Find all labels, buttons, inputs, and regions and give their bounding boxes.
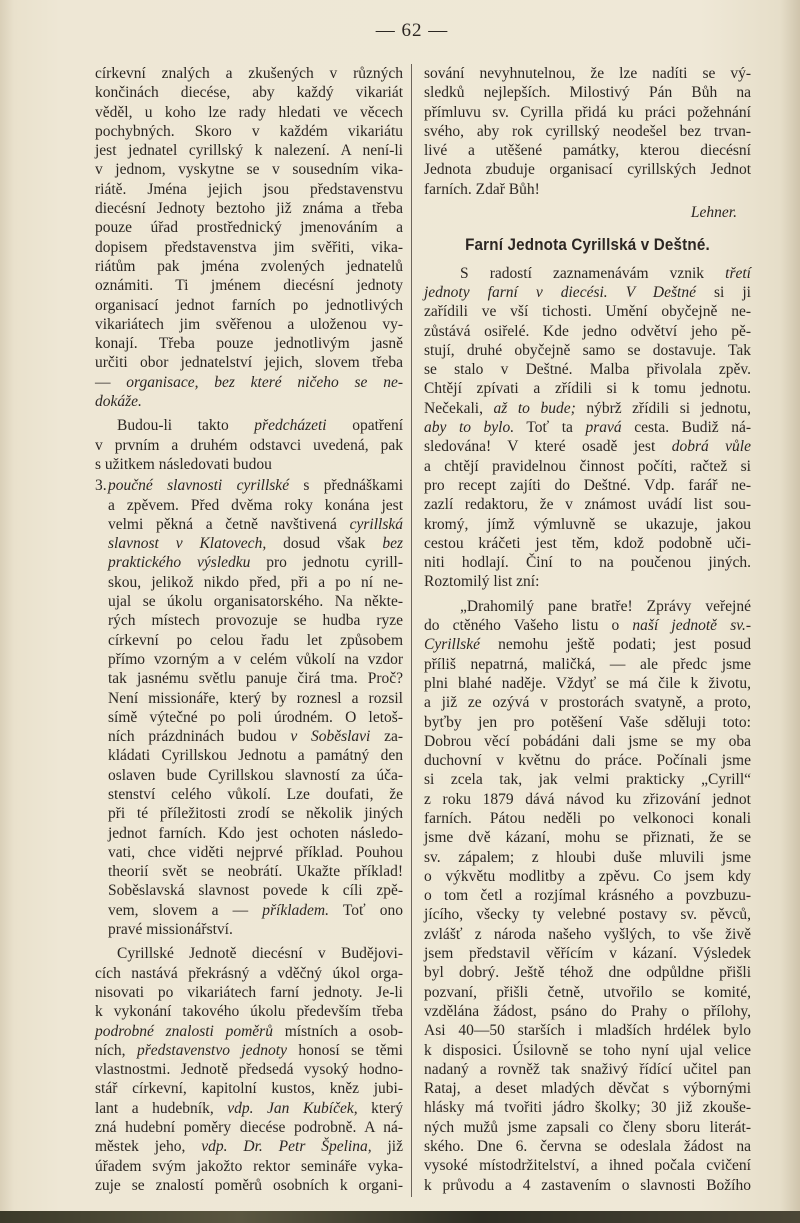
text-segment: Rataj, a deset mladých děvčat s výbornými — [424, 1080, 751, 1098]
italic-text: aby to bylo. — [424, 419, 515, 437]
text-segment: o výkvětu modlitby a zpěvu. Co jsem kdy — [424, 867, 751, 885]
italic-text: dokáže. — [95, 393, 142, 411]
text-line — [437, 236, 738, 255]
text-segment: svého, aby rok cyrillský neodešel bez trvan- — [424, 122, 751, 140]
text-line — [95, 983, 403, 1002]
text-segment: církevní po celou řadu let způsobem — [108, 631, 403, 649]
text-line — [95, 276, 403, 295]
text-segment: dopisem představenstva jim svěřiti, vika- — [95, 238, 403, 256]
text-segment: zná hudební poměry diecése podrobně. A ná- — [95, 1119, 403, 1137]
text-segment: Budou-li takto — [117, 417, 255, 435]
text-segment: a chtějí pravidelnou činnost počíti, račtež si — [424, 457, 751, 475]
text-segment: již — [371, 1138, 403, 1156]
italic-text: až to bude; — [493, 399, 576, 417]
text-segment: nemohu ještě podati; jest posud — [479, 636, 751, 654]
text-line — [95, 257, 403, 276]
text-segment: za- — [370, 728, 403, 746]
text-line — [95, 122, 403, 141]
text-line — [424, 534, 751, 553]
text-line — [424, 437, 751, 456]
text-line — [424, 1098, 751, 1117]
text-segment: velmi pěkná a četně navštivená — [108, 515, 350, 533]
page-number: — 62 — — [375, 20, 449, 41]
text-line — [424, 790, 751, 809]
text-line — [108, 785, 403, 804]
text-segment: s užitkem následovati budou — [95, 455, 272, 473]
list-item-block — [95, 476, 403, 939]
text-line — [95, 1041, 403, 1060]
text-line — [95, 373, 403, 392]
text-segment: konají. Třeba pouze jednotlivým jasně — [95, 335, 403, 353]
text-segment: kromý, jímž výmluvně se ukazuje, jakou — [424, 515, 751, 533]
paragraph-block — [95, 944, 403, 1195]
text-segment: Soběslavská slavnost povede k cíli zpě- — [108, 882, 403, 900]
text-segment: při té příležitosti zrodí se několik jiných — [108, 805, 403, 823]
italic-text: pravá — [585, 419, 622, 437]
text-line — [424, 379, 751, 398]
text-segment: vem, slovem a — — [108, 901, 263, 919]
text-segment: který — [357, 1099, 403, 1117]
text-segment: Dobrou věcí pobádáni dali jsme se my oba — [424, 732, 751, 750]
text-segment: vlastnostmi. Jednotě předsedá vysoký hodno- — [95, 1061, 403, 1079]
text-segment: cích nastává překrásný a vděčný úkol orga- — [95, 964, 403, 982]
text-line — [108, 901, 403, 920]
text-segment: zvlášť z národa našeho vyšlých, to vše živě — [424, 925, 751, 943]
text-line — [108, 824, 403, 843]
text-segment: ních prázdninách budou — [108, 728, 291, 746]
text-line — [424, 515, 751, 534]
text-line — [424, 770, 751, 789]
text-line — [108, 689, 403, 708]
text-segment: skou, jelikož nikdo před, při a po ní ne- — [108, 573, 403, 591]
text-line — [424, 264, 751, 283]
italic-text: organisace, bez které ničeho se ne- — [126, 373, 403, 391]
text-segment: farních. Pátou neděli po velkonoci konali — [424, 809, 751, 827]
text-segment: Toť ono — [329, 901, 403, 919]
text-line — [108, 881, 403, 900]
text-line — [424, 457, 751, 476]
text-segment: vzdělána žádost, psáno do Prahy o přílohy, — [424, 1002, 751, 1020]
left-column — [95, 64, 403, 1195]
text-line — [424, 103, 751, 122]
text-segment: honosí se těmi — [286, 1041, 403, 1059]
text-line — [424, 495, 751, 514]
text-segment: sledků nejlepších. Milostivý Pán Bůh na — [424, 84, 751, 102]
text-segment: theorií svět se neobrátí. Ukažte příklad! — [108, 863, 403, 881]
text-line — [108, 515, 403, 534]
text-line — [424, 203, 737, 222]
text-line — [108, 650, 403, 669]
italic-text: v Soběslavi — [290, 728, 371, 746]
text-line — [424, 122, 751, 141]
text-segment: s přednáškami — [289, 477, 404, 495]
text-line — [424, 1156, 751, 1175]
text-segment: diecésní Jednoty beztoho již známa a třeba — [95, 200, 403, 218]
list-item-number: 3. — [95, 477, 107, 495]
text-line — [108, 553, 403, 572]
text-segment: zařídili ve vší tichosti. Umění obyčejně ne- — [424, 303, 751, 321]
text-line — [424, 572, 751, 591]
text-segment: organisací jednot farních po jednotlivých — [95, 296, 403, 314]
italic-text: představenstvo jednoty — [136, 1041, 287, 1059]
text-segment: vati, chce viděti nejprvé příklad. Pouhou — [108, 843, 403, 861]
text-segment: lant a hudebník, — [95, 1099, 228, 1117]
text-line — [108, 766, 403, 785]
text-line — [424, 399, 751, 418]
text-line — [108, 611, 403, 630]
text-segment: určiti obor jednatelství jejich, slovem třeba — [95, 354, 403, 372]
text-line — [424, 732, 751, 751]
text-line — [95, 1118, 403, 1137]
text-segment: končinách diecése, aby každý vikariát — [95, 84, 403, 102]
text-segment: jsem představil věřícím v kázaní. Výsledek — [424, 945, 751, 963]
text-line — [424, 597, 751, 616]
text-line — [424, 1002, 751, 1021]
text-line — [108, 573, 403, 592]
text-line — [424, 476, 751, 495]
italic-text: Lehner. — [690, 204, 737, 222]
text-line — [424, 886, 751, 905]
scan-edge — [0, 1211, 800, 1223]
text-segment: jícího, všecky ty velebné postavy sv. pěvců, — [424, 906, 751, 924]
text-segment: hlásky má tvořiti jádro školky; 30 již zkouše- — [424, 1099, 751, 1117]
text-line — [95, 353, 403, 372]
italic-text: příkladem. — [262, 901, 329, 919]
text-line — [95, 180, 403, 199]
text-line — [424, 848, 751, 867]
text-segment: livé a utěšené památky, kterou diecésní — [424, 142, 751, 160]
italic-text: slavnost v Klatovech, — [108, 535, 267, 553]
text-line — [108, 631, 403, 650]
text-line — [108, 843, 403, 862]
text-line — [424, 963, 751, 982]
text-segment: ského. Dne 6. června se odeslala žádost na — [424, 1138, 751, 1156]
text-segment: stář církevní, kapitolní kustos, kněz jubi- — [95, 1080, 403, 1098]
text-line — [108, 727, 403, 746]
text-segment: sv. zápalem; z hloubi duše mluvili jsme — [424, 848, 751, 866]
text-line — [424, 64, 751, 83]
text-line — [95, 1079, 403, 1098]
text-segment: k průvodu a 4 zastavením o slavnosti Božího — [424, 1176, 751, 1194]
text-segment: símě výtečné po poli úrodném. O letoš- — [108, 708, 403, 726]
text-segment: nadaný a rovněž tak snaživý řídící učitel pan — [424, 1060, 751, 1078]
text-segment: sování nevyhnutelnou, že lze nadíti se vý- — [424, 65, 751, 82]
text-segment: cesta. Budiž ná- — [621, 419, 752, 437]
text-segment: si ji — [695, 283, 751, 301]
text-segment: přímo vzorným a v celém vůkolí na vzdor — [108, 650, 403, 668]
section-heading — [437, 236, 738, 255]
right-column — [424, 64, 751, 1195]
text-segment: vikariátech jim svěřenou a uloženou vy- — [95, 315, 403, 333]
column-divider — [411, 64, 412, 1197]
text-line — [424, 360, 751, 379]
text-line — [424, 83, 751, 102]
text-segment: pochybných. Skoro v každém vikariátu — [95, 122, 403, 140]
text-line — [424, 341, 751, 360]
text-segment: S radostí zaznamenávám vznik — [460, 264, 726, 282]
text-segment: o tom četl a rozjímal krásného a povzbuzu- — [424, 887, 751, 905]
text-segment: si zcela tak, jak velmi prakticky „Cyrill“ — [424, 771, 751, 789]
text-segment: riátě. Jména jejich jsou představenstvu — [95, 180, 403, 198]
text-line — [95, 199, 403, 218]
text-segment: „Drahomilý pane bratře! Zprávy veřejné — [460, 597, 751, 615]
text-line — [95, 218, 403, 237]
text-line — [108, 669, 403, 688]
text-segment: Nečekali, — [424, 399, 494, 417]
text-line — [424, 418, 751, 437]
text-line — [424, 635, 751, 654]
text-line — [95, 1060, 403, 1079]
text-line — [108, 920, 403, 939]
text-line — [424, 553, 751, 572]
text-line — [95, 1022, 403, 1041]
text-line — [424, 867, 751, 886]
text-line — [424, 616, 751, 635]
continued-block — [95, 64, 403, 411]
italic-text: jednoty farní v diecési. V Deštné — [424, 283, 696, 301]
text-line — [424, 693, 751, 712]
text-segment: příliš nepatrná, maličká, — ale předc jsme — [424, 655, 751, 673]
text-line — [108, 534, 403, 553]
text-segment: oznámiti. Ti jménem diecésní jednoty — [95, 277, 403, 295]
text-segment: plni blahé naděje. Vždyť se má čile k životu, — [424, 674, 751, 692]
text-line — [424, 655, 751, 674]
text-line — [424, 983, 751, 1002]
text-segment: riátům pak jména zvolených jednatelů — [95, 257, 403, 275]
text-line — [424, 1041, 751, 1060]
text-segment: se stalo v Deštné. Malba přivolala zpěv. — [424, 361, 751, 379]
text-line — [424, 302, 751, 321]
quote-block — [424, 264, 751, 592]
text-segment: ných mužů jsme zapsali co členy sboru literát- — [424, 1118, 751, 1136]
text-segment: městek jeho, — [95, 1138, 202, 1156]
text-segment: místních a osob- — [272, 1022, 403, 1040]
text-line — [424, 751, 751, 770]
text-line — [95, 334, 403, 353]
text-segment: jest jednatel cyrillský k nalezení. A není-li — [95, 142, 403, 160]
text-line — [108, 862, 403, 881]
text-line — [424, 944, 751, 963]
text-line — [95, 83, 403, 102]
text-segment: nisovati po vikariátech farní jednoty. Je-li — [95, 983, 403, 1001]
text-segment: a zpěvem. Před dvěma roky konána jest — [108, 496, 403, 514]
text-segment: rých místech provozuje se hudba ryze — [108, 612, 403, 630]
text-segment: pozvaní, přišli četně, utvořilo se komité, — [424, 983, 751, 1001]
text-line — [108, 746, 403, 765]
text-segment: úřadem svým jakožto rektor semináře vyka- — [95, 1157, 403, 1175]
text-line — [95, 1137, 403, 1156]
italic-text: vdp. Jan Kubíček, — [227, 1099, 358, 1117]
text-segment: — — [95, 373, 127, 391]
text-line — [108, 476, 403, 495]
text-line — [95, 1176, 403, 1195]
text-segment: Farní Jednota Cyrillská v Deštné. — [465, 236, 710, 255]
text-segment: pro recept zajíti do Deštné. Vdp. farář ne- — [424, 476, 751, 494]
text-line — [95, 436, 403, 455]
text-segment: a již ze ozývá v prostorách svatyně, a proto, — [424, 694, 751, 712]
text-line — [424, 160, 751, 179]
text-line — [424, 1021, 751, 1040]
text-line — [95, 315, 403, 334]
text-line — [424, 905, 751, 924]
text-segment: farních. Zdař Bůh! — [424, 180, 540, 198]
text-line — [108, 708, 403, 727]
text-segment: Není missionáře, který by roznesl a rozsil — [108, 689, 403, 707]
text-line — [108, 592, 403, 611]
text-segment: jsme dvě kázaní, mohu se přiznati, že se — [424, 829, 751, 847]
text-segment: k disposici. Úsilovně se toho nyní ujal velice — [424, 1041, 751, 1059]
text-line — [424, 713, 751, 732]
text-segment: přímluvu sv. Cyrilla přidá ku práci požehnání — [424, 103, 751, 121]
text-segment: Roztomilý list zní: — [424, 573, 540, 591]
text-segment: stují, druhé obyčejně samo se dostavuje. Tak — [424, 341, 751, 359]
text-segment: Toť ta — [514, 419, 586, 437]
italic-text: vdp. Dr. Petr Špelina, — [201, 1138, 372, 1156]
italic-text: předcházeti — [254, 417, 327, 435]
text-segment: sledována! V které osadě jest — [424, 438, 672, 456]
text-line — [424, 1060, 751, 1079]
text-segment: cestou kráčeti jest těm, kdož podobně uči- — [424, 534, 751, 552]
text-line — [95, 1157, 403, 1176]
italic-text: poučné slavnosti cyrillské — [108, 477, 290, 495]
text-line — [108, 804, 403, 823]
text-line — [95, 103, 403, 122]
italic-text: naší jednotě sv.- — [632, 617, 751, 635]
text-segment: ních, — [95, 1041, 137, 1059]
text-segment: kládati Cyrillskou Jednotu a památný den — [108, 747, 403, 765]
text-segment: v jednom, vyskytne se v sousedním vika- — [95, 161, 403, 179]
italic-text: bez — [382, 535, 403, 553]
text-segment: duchovní v květnu do práce. Počínali jsme — [424, 752, 751, 770]
text-segment: Jednota zbuduje organisací cyrillských Jednot — [424, 161, 751, 179]
text-segment: zuje se znalostí poměrů osobních k organi- — [95, 1176, 403, 1194]
text-line — [424, 1118, 751, 1137]
text-segment: věděl, u koho lze rady hledati ve věcech — [95, 103, 403, 121]
text-segment: dosud však — [266, 535, 383, 553]
text-line — [95, 944, 403, 963]
text-segment: z roku 1879 dává návod ku zřizování jednot — [424, 790, 751, 808]
text-line — [108, 496, 403, 515]
text-line — [424, 828, 751, 847]
text-segment: pro jednotu cyrill- — [250, 554, 403, 572]
text-line — [95, 141, 403, 160]
continued-block — [424, 64, 751, 199]
text-segment: Asi 40—50 starších i mladších hrdélek bylo — [424, 1022, 751, 1040]
italic-text: podrobné znalosti poměrů — [95, 1022, 273, 1040]
text-segment: Cyrillské Jednotě diecésní v Budějovi- — [117, 945, 403, 963]
text-segment: k vykonání takového úkolu především třeba — [95, 1003, 403, 1021]
text-line — [424, 809, 751, 828]
text-line — [95, 964, 403, 983]
text-line — [95, 160, 403, 179]
text-segment: ujal se úkolu organisatorského. Na někte- — [108, 593, 403, 611]
text-segment: opatření — [326, 417, 403, 435]
text-segment: jednot farních. Kdo jest ochoten následo- — [108, 824, 403, 842]
text-segment: byťby jen pro potěšení Vaše sděluji toto: — [424, 713, 751, 731]
text-segment: niti hodlají. Činí to na poučenou jiných. — [424, 554, 751, 572]
text-line — [424, 180, 751, 199]
text-line — [95, 1099, 403, 1118]
quote-block — [424, 597, 751, 1195]
text-line — [95, 455, 403, 474]
paragraph-block — [95, 416, 403, 474]
text-segment: pouze úřad prostřednický jmenováním a — [95, 219, 403, 237]
text-segment: stenství celého vůkolí. Lze doufati, že — [108, 785, 403, 803]
text-line — [424, 925, 751, 944]
text-segment: zazlí redaktoru, že v známost uvádí list sou- — [424, 496, 751, 514]
text-line — [424, 1176, 751, 1195]
text-segment: do ctěného Vašeho listu o — [424, 617, 633, 635]
text-segment: nýbrž zřídili si jednotu, — [575, 399, 752, 417]
text-line — [424, 1079, 751, 1098]
text-segment: vysoké místodržitelství, a ihned počala cvičení — [424, 1157, 751, 1175]
text-segment: Chtějí zpívati a zřídili si k tomu jednotu. — [424, 380, 751, 398]
text-segment: v prvním a druhém odstavci uvedená, pak — [95, 436, 403, 454]
text-line — [424, 1137, 751, 1156]
text-line — [424, 283, 751, 302]
text-line — [95, 416, 403, 435]
text-line — [95, 296, 403, 315]
italic-text: Cyrillské — [424, 636, 480, 654]
text-segment: církevní znalých a zkušených v různých — [95, 65, 403, 82]
text-segment: byl dobrý. Ještě téhož dne odpůldne přišli — [424, 964, 751, 982]
text-line — [424, 322, 751, 341]
text-line — [95, 1002, 403, 1021]
italic-text: dobrá vůle — [671, 438, 751, 456]
text-line — [424, 674, 751, 693]
text-segment: zůstává osiřelé. Kde jedno odvětví jeho pě- — [424, 322, 751, 340]
italic-text: cyrillská — [349, 515, 403, 533]
text-segment: pravé missionářství. — [108, 921, 233, 939]
text-line — [95, 238, 403, 257]
text-line — [424, 141, 751, 160]
text-line — [95, 64, 403, 83]
italic-text: třetí — [725, 264, 751, 282]
author-signature — [424, 203, 751, 222]
italic-text: praktického výsledku — [108, 554, 251, 572]
text-segment: oslaven bude Cyrillskou slavností za úča- — [108, 766, 403, 784]
text-segment: tak jasnému světlu panuje čirá tma. Proč? — [108, 670, 403, 688]
text-line — [95, 392, 403, 411]
